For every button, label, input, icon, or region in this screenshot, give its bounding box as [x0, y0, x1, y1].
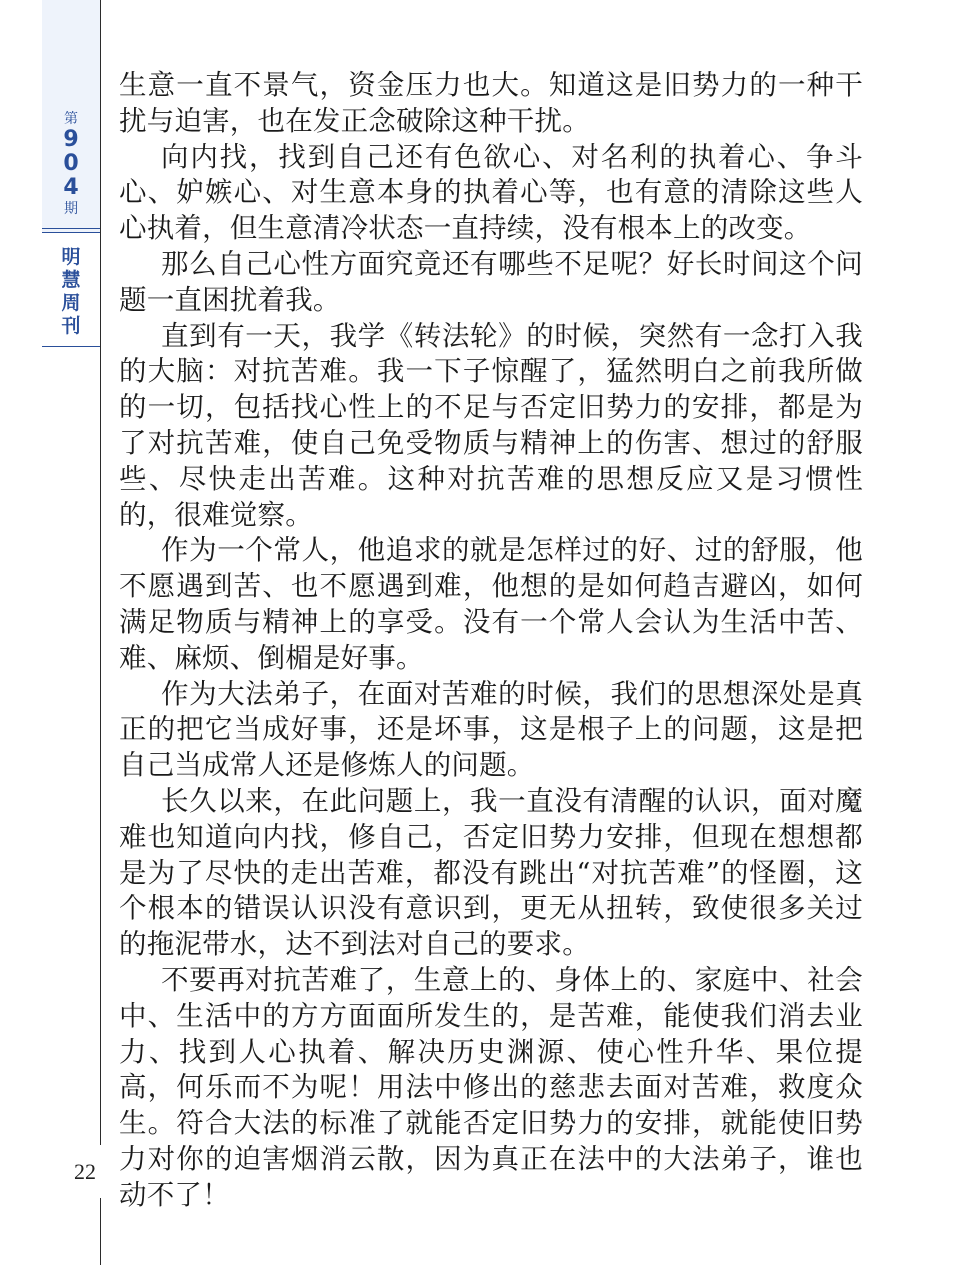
issue-number — [42, 110, 100, 218]
magazine-title-char: 慧 — [61, 269, 81, 291]
issue-digit: 9 — [63, 127, 79, 152]
margin-rule-top — [100, 0, 101, 1145]
paragraph: 不要再对抗苦难了，生意上的、身体上的、家庭中、社会中、生活中的方方面面所发生的，是苦难，能使我们消去业力、找到人心执着、解决历史渊源、使心性升华、果位提高，何乐而不为呢！用法中修出的慈悲去面对苦难，救度众生。符合大法的标准了就能否定旧势力的安排，就能使旧势力对你的迫害烟消云散，因为真正在法中的大法弟子，谁也动不了！ — [119, 963, 863, 1211]
paragraph: 作为大法弟子，在面对苦难的时候，我们的思想深处是真正的把它当成好事，还是坏事，这是根子上的问题，这是把自己当成常人还是修炼人的问题。 — [119, 677, 863, 782]
magazine-title-char: 刊 — [61, 315, 81, 337]
issue-digit: 4 — [63, 175, 79, 200]
margin-rule-bottom — [100, 1198, 101, 1265]
issue-prefix: 第 — [64, 111, 78, 127]
magazine-title-char: 明 — [61, 246, 81, 268]
page-number: 22 — [74, 1159, 96, 1184]
magazine-title-char: 周 — [61, 292, 81, 314]
paragraph: 那么自己心性方面究竟还有哪些不足呢？好长时间这个问题一直困扰着我。 — [119, 247, 863, 316]
article-body — [119, 68, 863, 1214]
paragraph: 生意一直不景气，资金压力也大。知道这是旧势力的一种干扰与迫害，也在发正念破除这种干扰。 — [119, 69, 863, 137]
paragraph: 向内找，找到自己还有色欲心、对名利的执着心、争斗心、妒嫉心、对生意本身的执着心等，也有意的清除这些人心执着，但生意清冷状态一直持续，没有根本上的改变。 — [119, 140, 863, 245]
paragraph: 长久以来，在此问题上，我一直没有清醒的认识，面对魔难也知道向内找，修自己，否定旧势力安排，但现在想想都是为了尽快的走出苦难，都没有跳出“对抗苦难”的怪圈，这个根本的错误认识没有意识到，更无从扭转，致使很多关过的拖泥带水，达不到法对自己的要求。 — [119, 784, 863, 961]
issue-suffix: 期 — [64, 201, 78, 217]
paragraph: 作为一个常人，他追求的就是怎样过的好、过的舒服，他不愿遇到苦、也不愿遇到难，他想的是如何趋吉避凶，如何满足物质与精神上的享受。没有一个常人会认为生活中苦、难、麻烦、倒楣是好事。 — [119, 534, 863, 674]
page-margin — [0, 0, 100, 1265]
magazine-title — [42, 246, 100, 338]
issue-digit: 0 — [63, 151, 79, 176]
paragraph: 直到有一天，我学《转法轮》的时候，突然有一念打入我的大脑：对抗苦难。我一下子惊醒了，猛然明白之前我所做的一切，包括找心性上的不足与否定旧势力的安排，都是为了对抗苦难，使自己免受物质与精神上的伤害、想过的舒服些、尽快走出苦难。这种对抗苦难的思想反应又是习惯性的，很难觉察。 — [119, 319, 863, 531]
